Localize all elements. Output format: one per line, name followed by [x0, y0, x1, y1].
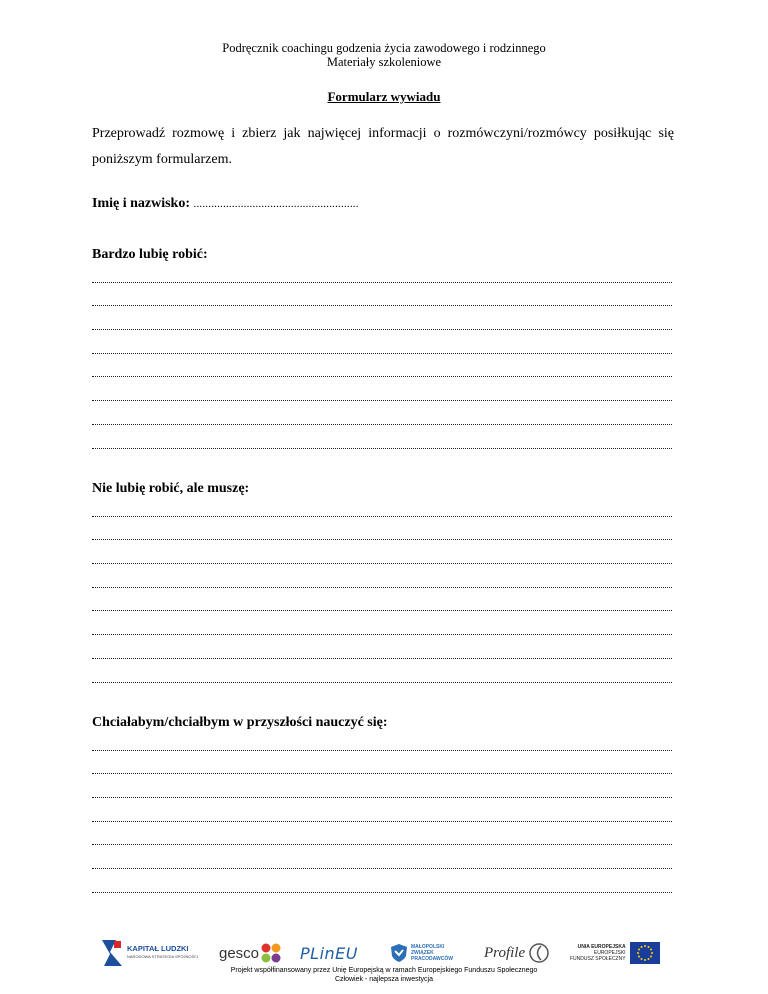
answer-line[interactable] — [92, 804, 672, 828]
section-heading-likes: Bardzo lubię robić: — [92, 247, 208, 262]
answer-line[interactable] — [92, 875, 672, 899]
form-title: Formularz wywiadu — [327, 89, 441, 104]
answer-line[interactable] — [92, 383, 672, 407]
answer-line[interactable] — [92, 546, 672, 570]
mzp-line2: ZWIĄZEK — [411, 950, 434, 956]
footer-caption-line1: Projekt współfinansowany przez Unię Europejską w ramach Europejskiego Funduszu Społecznego — [230, 967, 538, 974]
answer-lines-likes[interactable] — [92, 265, 672, 455]
header-title: Podręcznik coachingu godzenia życia zawodowego i rodzinnego — [222, 41, 546, 55]
eu-flag-icon — [630, 942, 660, 964]
section-heading-dislikes: Nie lubię robić, ale muszę: — [92, 481, 250, 496]
header-subtitle: Materiały szkoleniowe — [326, 55, 442, 69]
answer-line[interactable] — [92, 617, 672, 641]
answer-line[interactable] — [92, 265, 672, 289]
answer-line[interactable] — [92, 733, 672, 757]
answer-line[interactable] — [92, 523, 672, 547]
answer-line[interactable] — [92, 665, 672, 689]
document-header — [0, 41, 768, 69]
name-field-dots: ........................................................ — [193, 198, 359, 210]
footer-caption-line2: Człowiek - najlepsza inwestycja — [334, 976, 434, 983]
section-heading-learn: Chciałabym/chciałbym w przyszłości nauczyć się: — [92, 715, 388, 730]
plineu-text: PLinEU — [300, 943, 358, 963]
name-field-label: Imię i nazwisko: — [92, 196, 190, 211]
profile-circle-icon — [528, 942, 550, 964]
shield-icon — [390, 943, 408, 963]
answer-line[interactable] — [92, 289, 672, 313]
mzp-line1: MAŁOPOLSKI — [411, 944, 445, 950]
kapital-ludzki-subtext: NARODOWA STRATEGIA SPÓJNOŚCI — [127, 954, 199, 959]
answer-line[interactable] — [92, 641, 672, 665]
ue-line1: UNIA EUROPEJSKA — [577, 944, 626, 950]
footer-caption — [0, 966, 768, 984]
kapital-ludzki-emblem-icon — [100, 938, 124, 968]
answer-line[interactable] — [92, 312, 672, 336]
name-field[interactable] — [92, 196, 359, 212]
answer-line[interactable] — [92, 594, 672, 618]
answer-line[interactable] — [92, 780, 672, 804]
gesco-text: gesco — [219, 944, 260, 962]
answer-line[interactable] — [92, 851, 672, 875]
kapital-ludzki-text: KAPITAŁ LUDZKI — [127, 944, 189, 953]
answer-line[interactable] — [92, 336, 672, 360]
answer-lines-learn[interactable] — [92, 733, 672, 899]
gesco-dots-icon — [260, 942, 282, 964]
answer-line[interactable] — [92, 828, 672, 852]
answer-line[interactable] — [92, 407, 672, 431]
ue-line2: EUROPEJSKI — [593, 950, 626, 956]
mzp-line3: PRACODAWCÓW — [411, 956, 453, 962]
form-instructions: Przeprowadź rozmowę i zbierz jak najwięcej informacji o rozmówczyni/rozmówcy posiłkując się poniższym formularzem. — [92, 126, 674, 167]
profile-text: Profile — [484, 944, 526, 961]
answer-line[interactable] — [92, 360, 672, 384]
answer-lines-dislikes[interactable] — [92, 499, 672, 689]
answer-line[interactable] — [92, 570, 672, 594]
answer-line[interactable] — [92, 499, 672, 523]
answer-line[interactable] — [92, 431, 672, 455]
ue-line3: FUNDUSZ SPOŁECZNY — [570, 956, 626, 962]
answer-line[interactable] — [92, 757, 672, 781]
